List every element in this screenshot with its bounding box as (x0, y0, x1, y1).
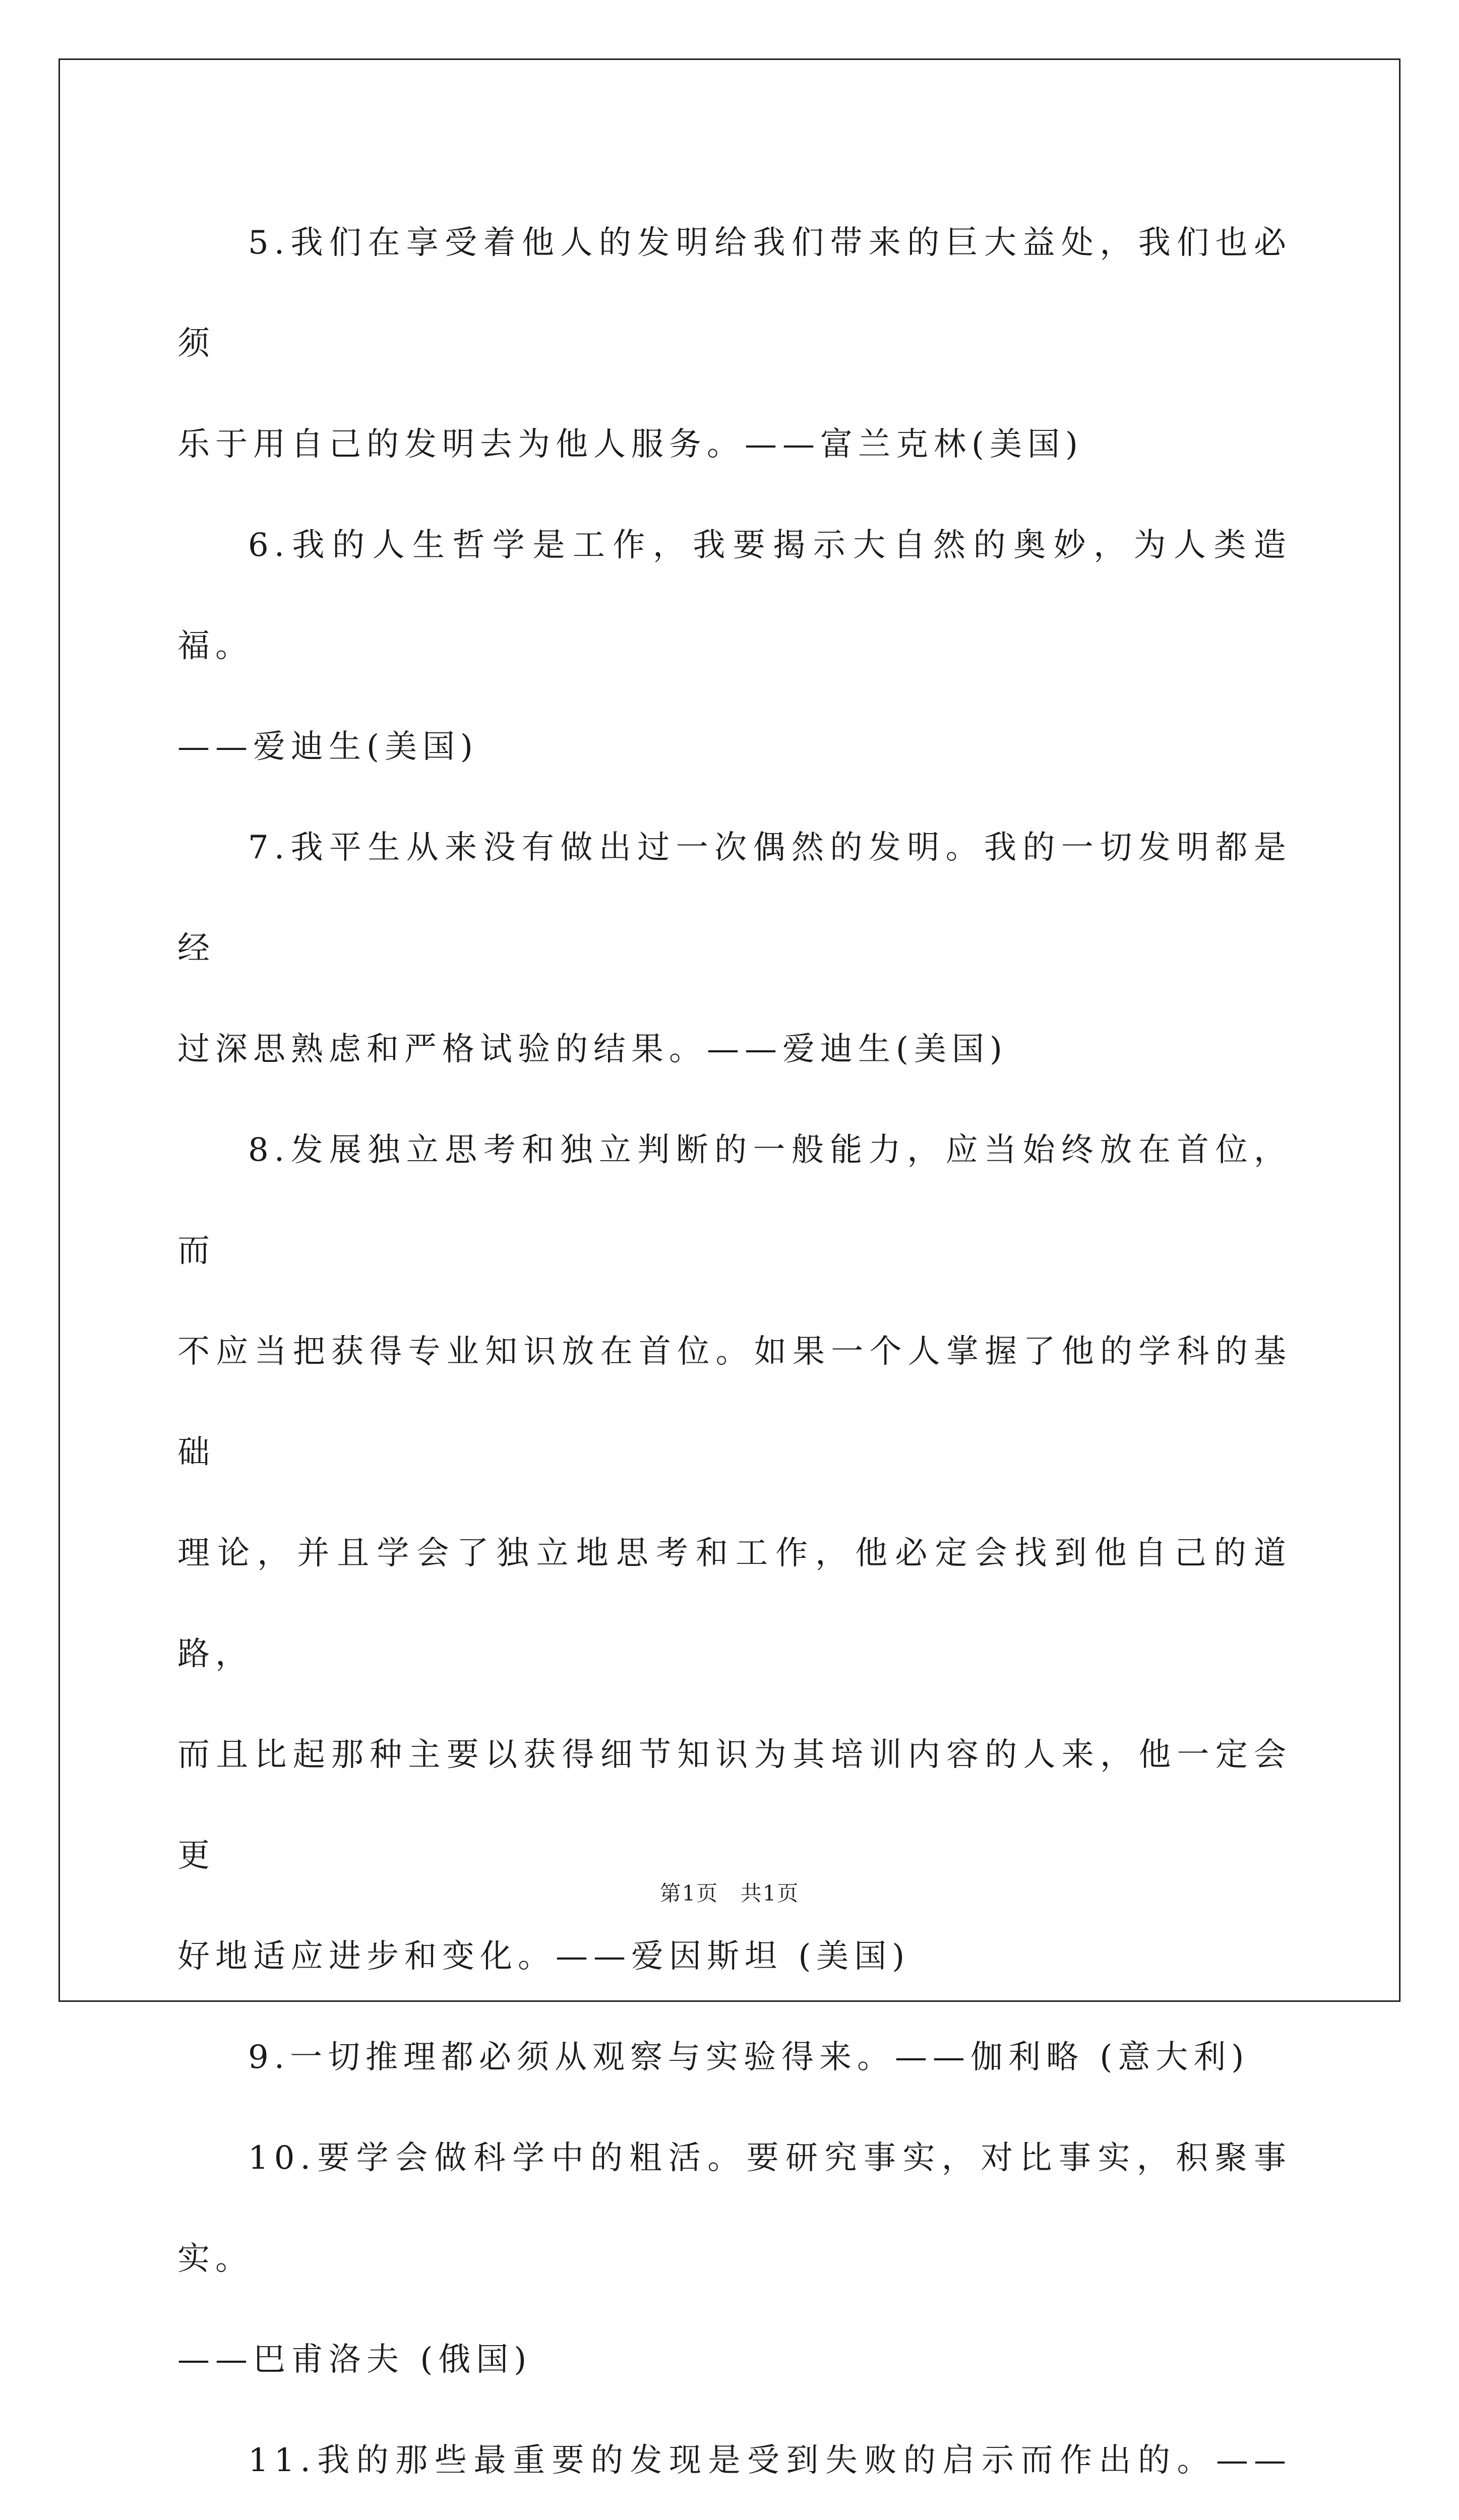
text-line: 6.我的人生哲学是工作，我要揭示大自然的奥妙，为人类造福。 (177, 527, 1292, 665)
text-line: 5.我们在享受着他人的发明给我们带来的巨大益处，我们也必须 (177, 224, 1292, 362)
text-line: 好地适应进步和变化。——爱因斯坦 (美国) (177, 1938, 910, 1975)
text-line: ——巴甫洛夫 (俄国) (177, 2341, 532, 2378)
text-line: 而且比起那种主要以获得细节知识为其培训内容的人来，他一定会更 (177, 1736, 1292, 1874)
text-line: 8.发展独立思考和独立判断的一般能力，应当始终放在首位，而 (177, 1131, 1292, 1270)
text-line: 过深思熟虑和严格试验的结果。——爱迪生(美国) (177, 1031, 1008, 1068)
text-line: 乐于用自己的发明去为他人服务。——富兰克林(美国) (177, 426, 1083, 463)
page-number-current: 第1页 (659, 1881, 719, 1906)
text-line: 10.要学会做科学中的粗活。要研究事实，对比事实，积聚事实。 (177, 2139, 1292, 2278)
text-line: 理论，并且学会了独立地思考和工作，他必定会找到他自己的道路， (177, 1535, 1292, 1673)
text-line: 11.我的那些最重要的发现是受到失败的启示而作出的。—— (248, 2442, 1292, 2479)
page-number-total: 共1页 (740, 1881, 800, 1906)
text-line: 9.一切推理都必须从观察与实验得来。——伽利略 (意大利) (248, 2039, 1250, 2076)
document-body (177, 193, 1292, 2520)
page-footer (0, 1877, 1459, 1907)
text-line: 不应当把获得专业知识放在首位。如果一个人掌握了他的学科的基础 (177, 1333, 1292, 1471)
text-line: 7.我平生从来没有做出过一次偶然的发明。我的一切发明都是经 (177, 829, 1292, 967)
text-line: ——爱迪生(美国) (177, 728, 478, 766)
